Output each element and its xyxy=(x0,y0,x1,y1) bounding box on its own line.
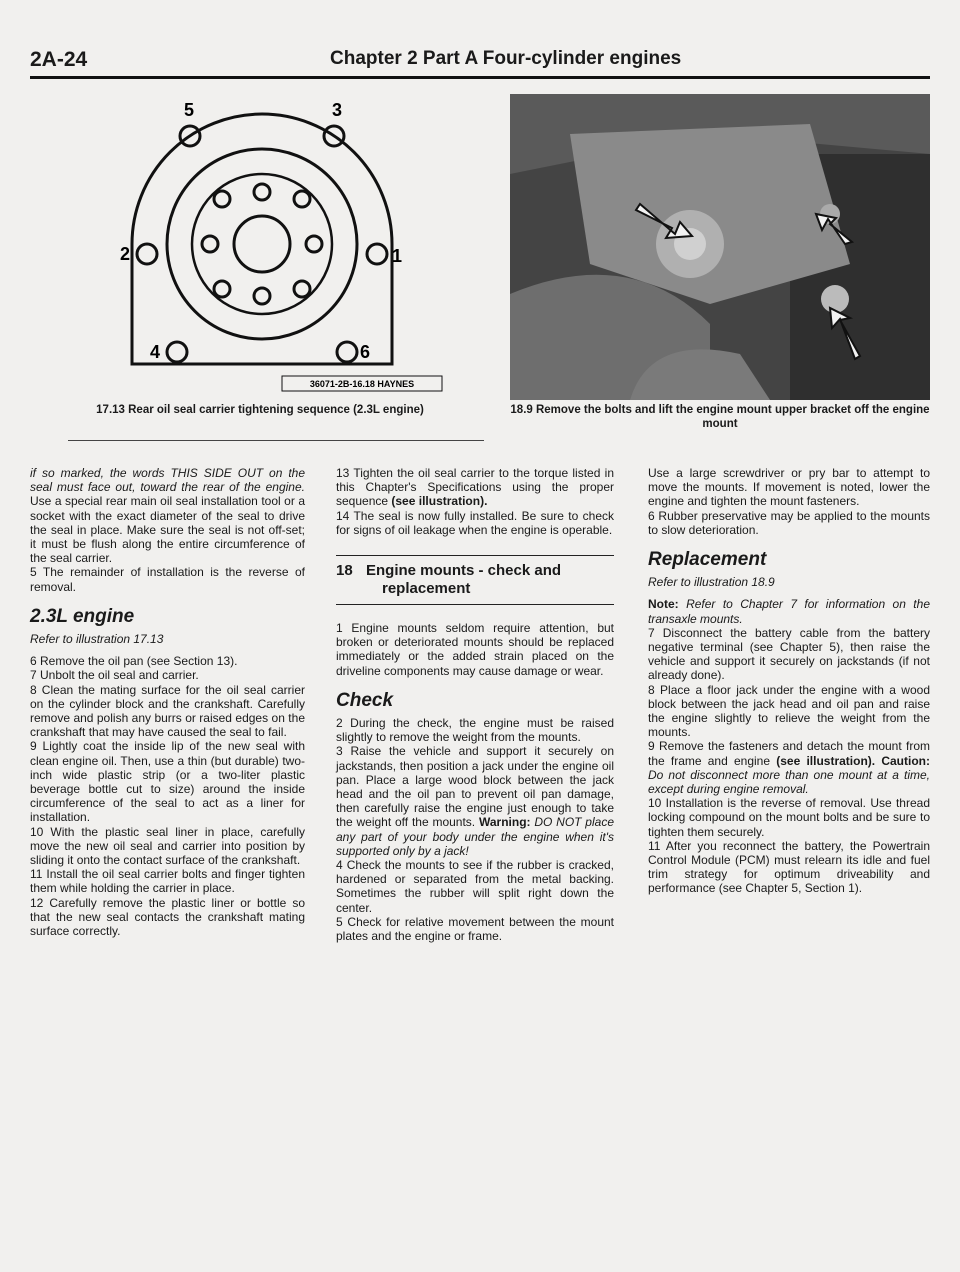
bolt-label-5: 5 xyxy=(184,100,195,120)
illustration-ref: Refer to illustration 18.9 xyxy=(648,575,775,590)
paragraph: 7 Unbolt the oil seal and carrier. xyxy=(30,668,199,683)
figure-caption-left: 17.13 Rear oil seal carrier tightening sequence (2.3L engine) xyxy=(96,404,424,416)
section-number: 18 xyxy=(336,562,353,580)
bolt-label-1: 1 xyxy=(392,246,403,266)
paragraph: Use a large screwdriver or pry bar to attempt to move the mounts. If movement is noted, lower the engine and tighten the mount fasteners. xyxy=(648,466,930,509)
warning-label: Warning: xyxy=(478,815,531,830)
section-heading-box xyxy=(336,555,614,605)
text-column-1 xyxy=(30,466,305,938)
paragraph: 9 Lightly coat the inside lip of the new seal with clean engine oil. Then, use a thin (but durable) two-inch wide plastic strip (or a two-liter plastic beverage bottle cut to size) around the inside circumference of the seal to act as a liner for installation. xyxy=(30,739,305,825)
bolt-label-2: 2 xyxy=(120,244,131,264)
section-title-line2: replacement xyxy=(382,580,471,598)
illustration-callout: (see illustration). xyxy=(776,753,876,768)
note-text: Refer to Chapter 7 for information on the transaxle mounts. xyxy=(648,597,930,626)
page-header xyxy=(30,40,930,80)
caution-label: Caution: xyxy=(875,753,930,768)
paragraph xyxy=(336,466,614,509)
paragraph: 1 Engine mounts seldom require attention, but broken or deteriorated mounts should be replaced immediately or the added strain placed on the driveline components may cause damage or wear. xyxy=(336,621,614,678)
paragraph: 11 Install the oil seal carrier bolts and finger tighten them while holding the carrier in place. xyxy=(30,867,305,896)
paragraph xyxy=(648,739,930,796)
paragraph: 4 Check the mounts to see if the rubber is cracked, hardened or separated from the metal backing. Sometimes the rubber will split right down the center. xyxy=(336,858,614,915)
paragraph: 2 During the check, the engine must be raised slightly to remove the weight from the mounts. xyxy=(336,716,614,745)
paragraph: 14 The seal is now fully installed. Be sure to check for signs of oil leakage when the engine is operable. xyxy=(336,508,614,537)
paragraph: 5 The remainder of installation is the reverse of removal. xyxy=(30,565,305,594)
figure-code: 36071-2B-16.18 HAYNES xyxy=(309,379,415,389)
paragraph: 12 Carefully remove the plastic liner or bottle so that the new seal contacts the crankshaft mating surface correctly. xyxy=(30,895,305,939)
section-heading: Replacement xyxy=(648,549,767,571)
bolt-label-3: 3 xyxy=(332,100,343,120)
seal-carrier-diagram xyxy=(62,94,462,400)
paragraph: 11 After you reconnect the battery, the Powertrain Control Module (PCM) must relearn its idle and fuel trim strategy for optimum driveability and performance (see Chapter 5, Section 1). xyxy=(648,838,930,896)
subsection-heading: Check xyxy=(336,689,394,711)
paragraph-text: Use a special rear main oil seal installation tool or a socket with the exact diameter of the seal to drive the seal in place. Make sure the seal is not off-set; it must be flush along the entire circumference of the seal carrier. xyxy=(30,494,305,566)
paragraph-text: 3 Raise the vehicle and support it securely on jackstands, then position a jack under the engine oil pan. Place a large wood block between the jack head and the oil pan to prevent oil pan damage, then carefully raise the engine just enough to take the weight off the mounts. xyxy=(336,744,614,830)
paragraph: 7 Disconnect the battery cable from the battery negative terminal (see Chapter 5), then raise the vehicle and support it securely on jackstands (if not already done). xyxy=(648,625,930,683)
chapter-title: Chapter 2 Part A Four-cylinder engines xyxy=(330,48,682,69)
bolt-label-6: 6 xyxy=(360,342,371,362)
paragraph: 8 Place a floor jack under the engine with a wood block between the jack head and oil pan and raise the engine slightly to relieve the weight from the mounts. xyxy=(648,682,930,740)
engine-mount-photo xyxy=(510,94,930,400)
illustration-ref: Refer to illustration 17.13 xyxy=(30,632,164,647)
page-number: 2A-24 xyxy=(30,48,88,71)
warning-text: DO NOT place any part of your body under the engine when it's supported only by a jack! xyxy=(336,815,614,858)
paragraph: 5 Check for relative movement between the mount plates and the engine or frame. xyxy=(336,914,614,944)
section-heading: 2.3L engine xyxy=(30,605,135,627)
caption-rule xyxy=(68,440,484,441)
figure-caption-right: 18.9 Remove the bolts and lift the engine mount upper bracket off the engine mount xyxy=(510,404,930,430)
caution-text: Do not disconnect more than one mount at a time, except during engine removal. xyxy=(648,767,930,797)
paragraph: 10 With the plastic seal liner in place, carefully move the new oil seal and carrier into position by sliding it onto the contact surface of the crankshaft. xyxy=(30,824,305,868)
note-label: Note: xyxy=(648,597,679,612)
warning-text: if so marked, the words THIS SIDE OUT on the seal must face out, toward the rear of the engine. xyxy=(30,466,305,495)
paragraph-text: 9 Remove the fasteners and detach the mount from the frame and engine xyxy=(648,739,930,768)
header-rule xyxy=(30,76,930,79)
bolt-label-4: 4 xyxy=(150,342,161,362)
paragraph: 8 Clean the mating surface for the oil seal carrier on the cylinder block and the crankshaft. Carefully remove and polish any burrs or raised edges on the crankshaft that may have caused the seal to fail. xyxy=(30,682,305,740)
section-title-line1: Engine mounts - check and xyxy=(366,562,562,580)
text-column-2 xyxy=(336,466,614,943)
text-column-3 xyxy=(648,466,930,896)
paragraph: 6 Rubber preservative may be applied to the mounts to slow deterioration. xyxy=(648,508,930,537)
paragraph-text: 13 Tighten the oil seal carrier to the torque listed in this Chapter's Specifications using the proper sequence xyxy=(336,466,614,509)
paragraph: 6 Remove the oil pan (see Section 13). xyxy=(30,654,238,669)
paragraph: 10 Installation is the reverse of removal. Use thread locking compound on the mount bolts and be sure to tighten them securely. xyxy=(648,796,930,839)
illustration-callout: (see illustration). xyxy=(391,494,488,509)
paragraph xyxy=(336,744,614,858)
paragraph xyxy=(30,466,305,565)
note xyxy=(648,597,930,625)
section-heading xyxy=(336,562,614,598)
